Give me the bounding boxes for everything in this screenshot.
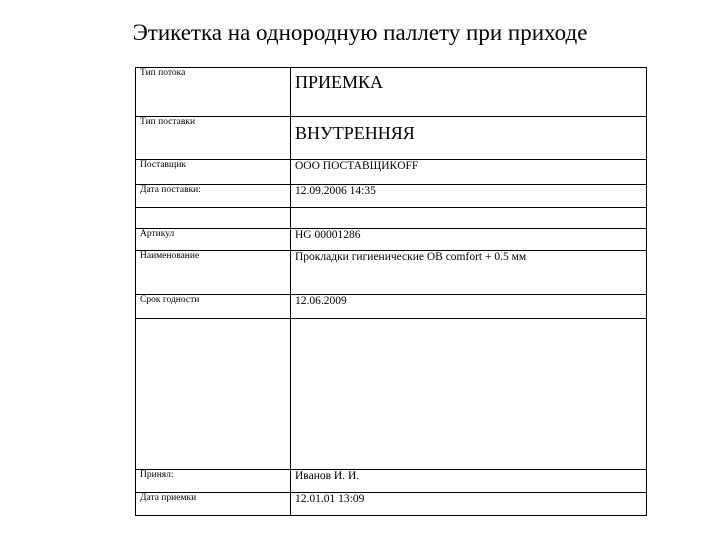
supplier-label: Поставщик <box>136 159 291 184</box>
row-supply-type <box>136 117 647 160</box>
article-value: HG 00001286 <box>291 228 647 250</box>
supply-type-label: Тип поставки <box>136 117 291 160</box>
flow-type-label: Тип потока <box>136 68 291 117</box>
empty-cell-right <box>291 318 647 469</box>
article-label: Артикул <box>136 228 291 250</box>
accepted-by-value: Иванов И. И. <box>291 470 647 493</box>
row-empty-area <box>136 318 647 469</box>
row-accepted-by <box>136 470 647 493</box>
spacer-cell-right <box>291 207 647 228</box>
flow-type-value: ПРИЕМКА <box>291 68 647 117</box>
row-acceptance-date <box>136 492 647 515</box>
row-name <box>136 250 647 294</box>
expiry-label: Срок годности <box>136 294 291 318</box>
row-supplier <box>136 159 647 184</box>
row-supply-date <box>136 184 647 207</box>
acceptance-date-value: 12.01.01 13:09 <box>291 492 647 515</box>
name-label: Наименование <box>136 250 291 294</box>
name-value: Прокладки гигиенические OB comfort + 0.5 мм <box>291 250 647 294</box>
supply-type-value: ВНУТРЕННЯЯ <box>291 117 647 160</box>
pallet-label-table <box>135 67 647 516</box>
empty-cell-left <box>136 318 291 469</box>
expiry-value: 12.06.2009 <box>291 294 647 318</box>
row-spacer <box>136 207 647 228</box>
row-article <box>136 228 647 250</box>
page-title: Этикетка на однородную паллету при приходе <box>132 20 588 45</box>
supplier-value: ООО ПОСТАВЩИКOFF <box>291 159 647 184</box>
row-flow-type <box>136 68 647 117</box>
accepted-by-label: Принял: <box>136 470 291 493</box>
supply-date-value: 12.09.2006 14:35 <box>291 184 647 207</box>
row-expiry <box>136 294 647 318</box>
supply-date-label: Дата поставки: <box>136 184 291 207</box>
acceptance-date-label: Дата приемки <box>136 492 291 515</box>
spacer-cell-left <box>136 207 291 228</box>
